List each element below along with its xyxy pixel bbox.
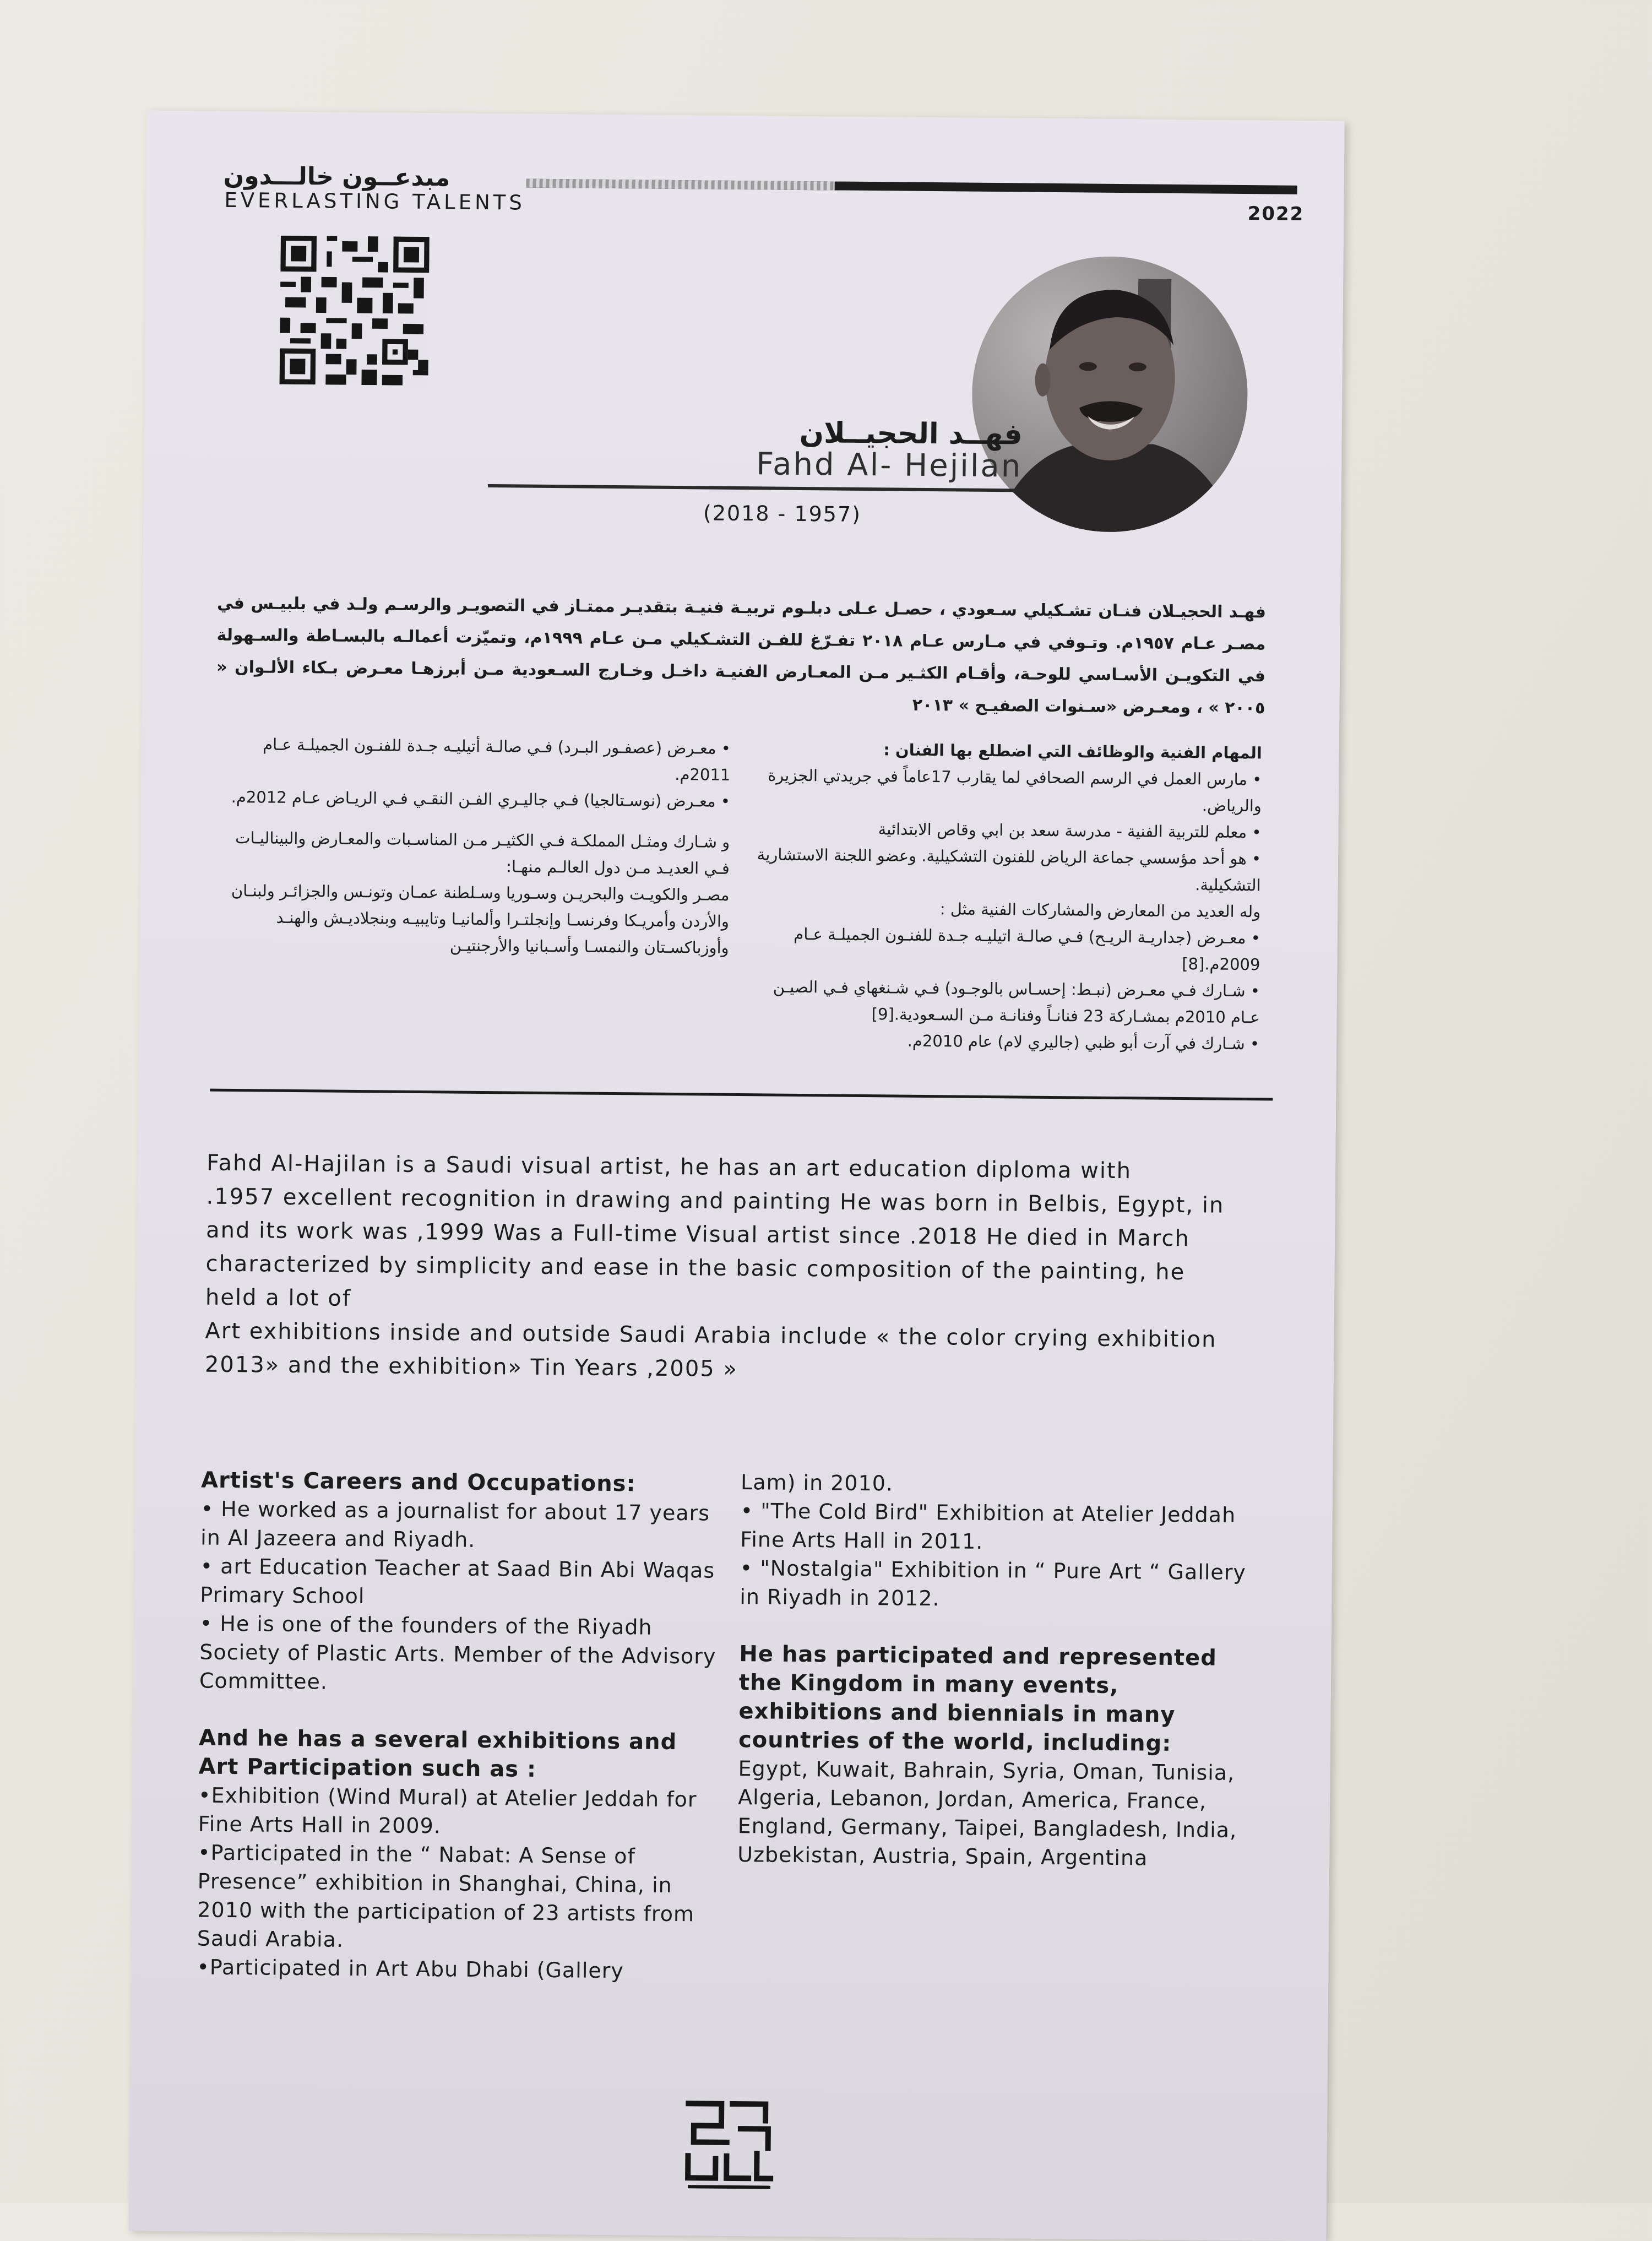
english-exhibition-item: • "The Cold Bird" Exhibition at Atelier Jeddah Fine Arts Hall in 2011. xyxy=(740,1499,1236,1554)
arabic-exhibitions-column xyxy=(216,731,731,961)
english-career-item: • art Education Teacher at Saad Bin Abi Waqas Primary School xyxy=(200,1554,715,1609)
english-countries-heading: He has participated and represented the Kingdom in many events, exhibitions and biennials in many countries of the world, including: xyxy=(738,1641,1218,1756)
arabic-countries-intro: و شـارك ومثـل المملكـة فـي الكثيـر مـن المناسـبات والمعـارض والبيناليـات فـي العديـد مـن دول العالـم منهـا: xyxy=(235,828,730,878)
brand-title-english: EVERLASTING TALENTS xyxy=(224,188,526,215)
section-divider xyxy=(210,1089,1273,1101)
english-exhibition-item: Lam) in 2010. xyxy=(740,1470,894,1496)
english-careers-column xyxy=(197,1466,724,1986)
arabic-exhibition-item: • معـرض (نوسـتالجيا) فـي جاليـري الفـن النقـي فـي الريـاض عـام 2012م. xyxy=(231,787,731,811)
artist-name-arabic: فهــد الحجيــلان xyxy=(799,416,1023,452)
artist-name-english: Fahd Al- Hejilan xyxy=(756,446,1023,485)
qr-code-icon xyxy=(280,236,430,386)
english-exhibition-item: •Exhibition (Wind Mural) at Atelier Jeddah for Fine Arts Hall in 2009. xyxy=(198,1783,697,1838)
arabic-exhibition-item: • شـارك فـي معـرض (نبـط: إحسـاس بالوجـود) فـي شـنغهاي فـي الصيـن عـام 2010م بمشـاركة 23 فنانـاً وفنانـة مـن السـعودية.[9] xyxy=(773,977,1260,1027)
english-exhibition-item: •Participated in the “ Nabat: A Sense of Presence” exhibition in Shanghai, China, in 2010 with the participation of 23 artists from Saudi Arabia. xyxy=(197,1840,695,1952)
gallery-logo-icon xyxy=(671,2087,782,2198)
english-bio-line: .1957 excellent recognition in drawing and painting He was born in Belbis, Egypt, in xyxy=(206,1184,1225,1218)
arabic-exhibition-item: • معـرض (جداريـة الريـح) فـي صالـة اتيليـه جـدة للفنـون الجميلـة عـام 2009م.[8] xyxy=(794,924,1260,974)
english-exhibitions-column xyxy=(737,1468,1264,1873)
english-countries-list: Egypt, Kuwait, Bahrain, Syria, Oman, Tunisia, Algeria, Lebanon, Jordan, America, France, England, Germany, Taipei, Bangladesh, India, Uzbekistan, Austria, Spain, Argentina xyxy=(737,1756,1237,1870)
arabic-careers-column xyxy=(747,735,1262,1057)
arabic-exhibitions-heading: وله العديد من المعارض والمشاركات الفنية مثل : xyxy=(939,899,1261,921)
english-exhibitions-heading: And he has a several exhibitions and Art Participation such as : xyxy=(198,1725,677,1782)
arabic-biography: فهـد الحجيـلان فنـان تشـكيلي سـعودي ، حصـل عـلى دبلـوم تربيـة فنيـة بتقديـر ممتـاز في التصويـر والرسـم ولـد في بلبيـس في مصـر عـام ١٩٥٧م. وتـوفي في مـارس عـام ٢٠١٨ تفـرّغ للفـن التشـكيلي مـن عـام ١٩٩٩م، وتميّزت أعمالـه بالبسـاطة والسـهولة في التكويـن الأسـاسي للوحـة، وأقـام الكثـير مـن المعـارض الفنيـة داخـل وخـارج السـعودية مـن أبرزهـا معـرض بـكاء الألـوان « ٢٠٠٥ » ، ومعـرض «سـنوات الصفيـح » ٢٠١٣ xyxy=(216,593,1267,718)
arabic-exhibition-item: • معـرض (عصفـور البـرد) فـي صالـة أتيليـه جـدة للفنـون الجميلـة عـام 2011م. xyxy=(263,735,731,784)
arabic-careers-heading: المهام الفنية والوظائف التي اضطلع بها الفنان : xyxy=(883,740,1262,763)
english-exhibition-item: • "Nostalgia" Exhibition in “ Pure Art “ Gallery in Riyadh in 2012. xyxy=(740,1556,1247,1611)
header-rule-hatch xyxy=(526,179,835,191)
name-underline xyxy=(488,484,1022,492)
arabic-career-item: • هو أحد مؤسسي جماعة الرياض للفنون التشكيلية. وعضو اللجنة الاستشارية التشكيلية. xyxy=(757,845,1262,895)
arabic-career-item: • معلم للتربية الفنية - مدرسة سعد بن ابي وقاص الابتدائية xyxy=(878,820,1262,842)
english-bio-line: 2013» and the exhibition» Tin Years ,2005 » xyxy=(204,1352,738,1382)
arabic-countries-list: مصـر والكويـت والبحريـن وسـوريا وسـلطنة عمـان وتونـس والجزائـر ولبنـان والأردن وأمريـكا وفرنسـا وإنجلتـرا وألمانيـا وتايبيـه وبنجلاديـش والهنـد وأوزباكسـتان والنمسـا وأسـبانيا والأرجنتيـن xyxy=(231,881,730,957)
english-careers-heading: Artist's Careers and Occupations: xyxy=(200,1467,636,1497)
english-bio-line: held a lot of xyxy=(205,1284,352,1311)
english-bio-line: and its work was ,1999 Was a Full-time Visual artist since .2018 He died in March xyxy=(205,1217,1190,1252)
english-bio-line: characterized by simplicity and ease in the basic composition of the painting, he xyxy=(205,1251,1186,1285)
year-label: 2022 xyxy=(1247,203,1305,225)
english-career-item: • He worked as a journalist for about 17 years in Al Jazeera and Riyadh. xyxy=(200,1496,710,1552)
english-biography xyxy=(205,1147,1273,1391)
exhibition-placard xyxy=(128,111,1345,2241)
english-career-item: • He is one of the founders of the Riyadh Society of Plastic Arts. Member of the Advisory Committee. xyxy=(199,1611,716,1694)
english-bio-line: Fahd Al-Hajilan is a Saudi visual artist, he has an art education diploma with xyxy=(206,1150,1132,1184)
arabic-career-item: • مارس العمل في الرسم الصحافي لما يقارب 17عاماً في جريدتي الجزيرة والرياض. xyxy=(768,766,1262,816)
arabic-exhibition-item: • شـارك في آرت أبو ظبي (جاليري لام) عام 2010م. xyxy=(907,1031,1260,1054)
english-bio-line: Art exhibitions inside and outside Saudi Arabia include « the color crying exhibition xyxy=(205,1318,1217,1353)
english-exhibition-item: •Participated in Art Abu Dhabi (Gallery xyxy=(197,1955,624,1983)
brand-title-arabic: مبدعــون خالـــدون xyxy=(223,161,450,192)
artist-years: (2018 - 1957) xyxy=(703,501,862,527)
